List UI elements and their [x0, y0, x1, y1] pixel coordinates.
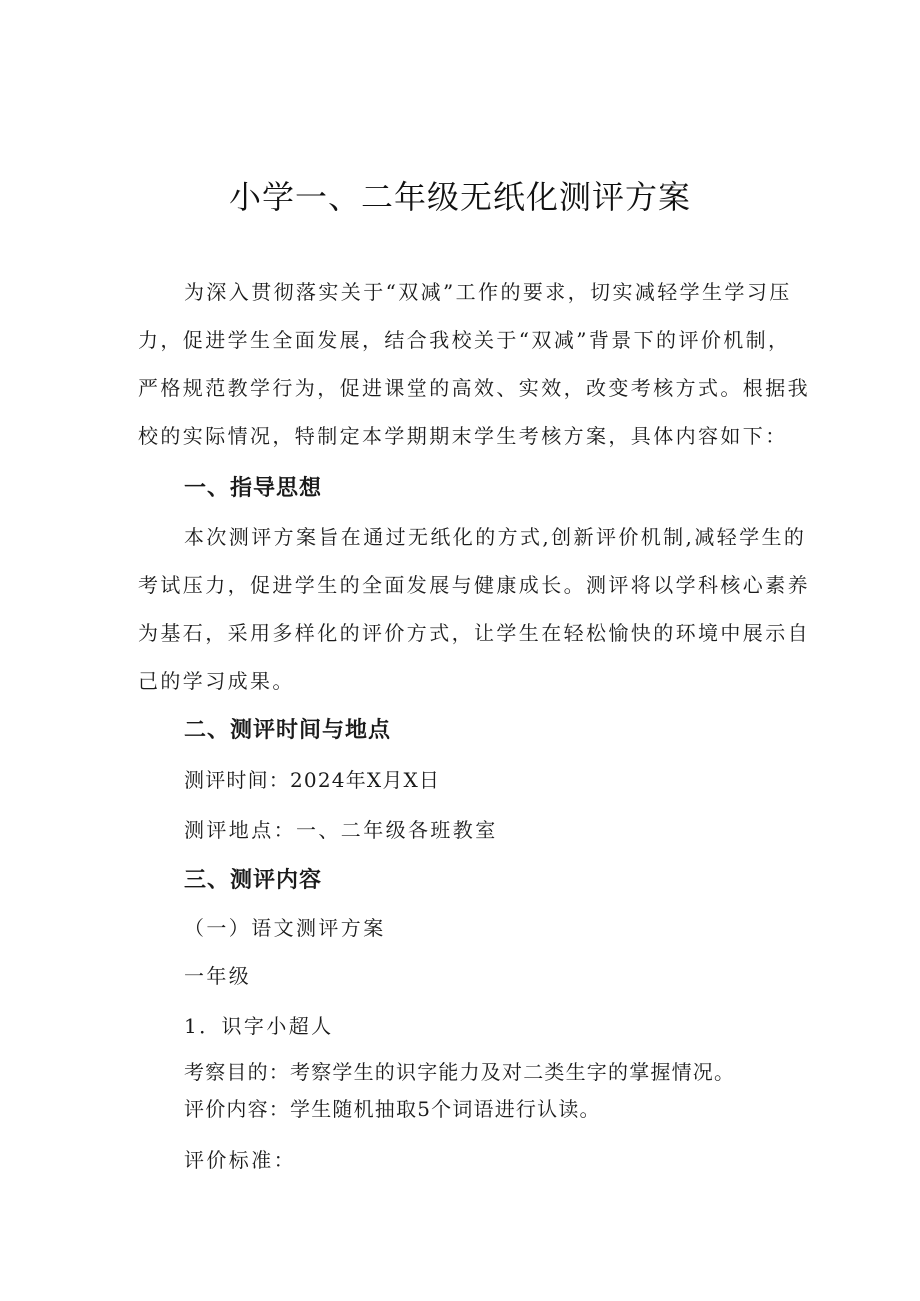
assessment-place: 测评地点：一、二年级各班教室: [184, 818, 498, 842]
section-heading-content: 三、测评内容: [184, 868, 323, 893]
section-heading-guiding-idea: 一、指导思想: [184, 476, 323, 501]
intro-line-1: 为深入贯彻落实关于“双减”工作的要求，切实减轻学生学习压: [184, 280, 792, 304]
section1-line-2: 考试压力，促进学生的全面发展与健康成长。测评将以学科核心素养: [138, 573, 810, 597]
section1-line-3: 为基石，采用多样化的评价方式，让学生在轻松愉快的环境中展示自: [138, 621, 810, 645]
assessment-purpose: 考察目的：考察学生的识字能力及对二类生字的掌握情况。: [184, 1060, 736, 1084]
assessment-content: 评价内容：学生随机抽取5个词语进行认读。: [184, 1097, 601, 1121]
section-heading-time-place: 二、测评时间与地点: [184, 718, 392, 743]
document-title: 小学一、二年级无纸化测评方案: [228, 178, 691, 216]
intro-line-4: 校的实际情况，特制定本学期期末学生考核方案，具体内容如下：: [138, 424, 788, 448]
assessment-standard: 评价标准：: [184, 1148, 296, 1172]
assessment-time: 测评时间：2024年X月X日: [184, 768, 441, 792]
subsection-chinese-plan: （一）语文测评方案: [184, 916, 386, 940]
section1-line-1: 本次测评方案旨在通过无纸化的方式,创新评价机制,减轻学生的: [184, 525, 807, 549]
intro-line-3: 严格规范教学行为，促进课堂的高效、实效，改变考核方式。根据我: [138, 376, 810, 400]
intro-line-2: 力，促进学生全面发展，结合我校关于“双减”背景下的评价机制，: [138, 328, 791, 352]
item-title: 1．识字小超人: [184, 1014, 334, 1038]
section1-line-4: 己的学习成果。: [138, 669, 295, 693]
grade-label: 一年级: [184, 964, 252, 988]
